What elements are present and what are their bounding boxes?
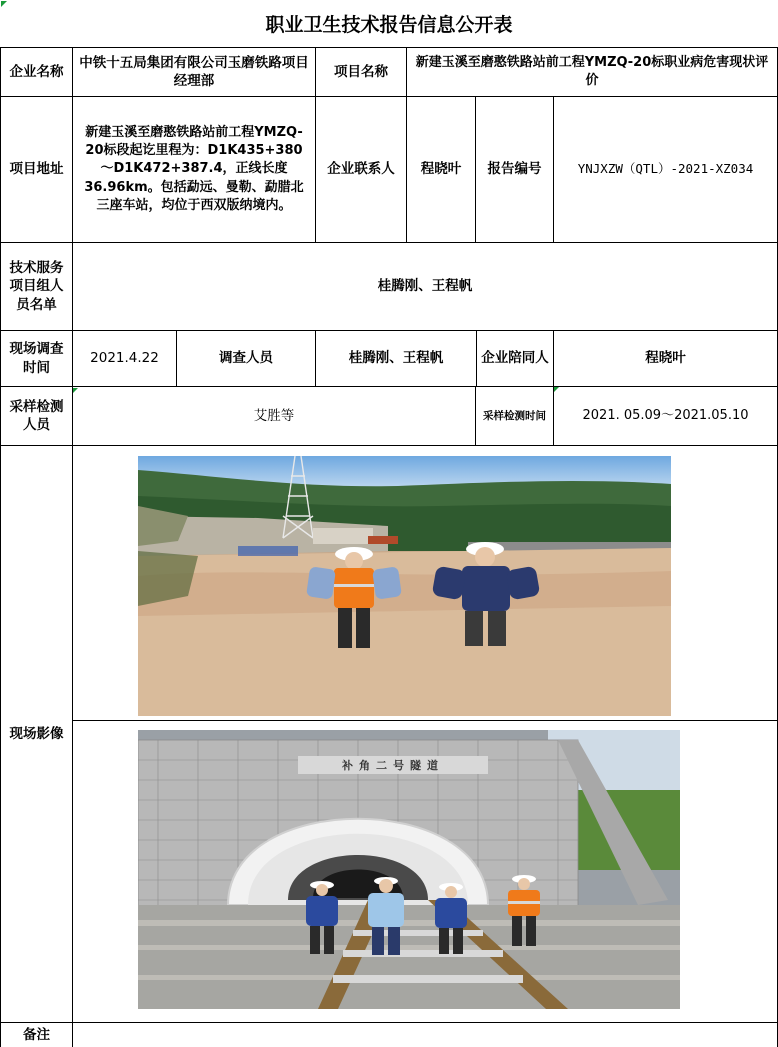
sampler-label: 采样检测人员 [0,387,73,446]
report-number-value: YNJXZW（QTL）-2021-XZ034 [554,97,778,243]
project-name-value: 新建玉溪至磨憨铁路站前工程YMZQ-20标职业病危害现状评价 [407,48,778,97]
company-label: 企业名称 [0,48,73,97]
survey-time-value: 2021.4.22 [73,331,177,387]
page-title: 职业卫生技术报告信息公开表 [0,0,778,48]
report-number-label: 报告编号 [476,97,554,243]
cell-comment-marker [1,1,7,7]
contact-label: 企业联系人 [316,97,407,243]
remarks-label: 备注 [0,1023,73,1047]
team-label: 技术服务项目组人员名单 [0,243,73,331]
tunnel-sign-text: 补角二号隧道 [342,759,444,772]
site-images-label: 现场影像 [0,446,73,1023]
site-photo-tunnel [138,730,680,1009]
address-value: 新建玉溪至磨憨铁路站前工程YMZQ-20标段起讫里程为：D1K435+380～D1K472+387.4，正线长度36.96km。包括勐远、曼勒、勐腊北三座车站，均位于西双版纳境内。 [73,97,316,243]
remarks-value [73,1023,778,1047]
address-label: 项目地址 [0,97,73,243]
surveyor-value: 桂腾刚、王程帆 [316,331,477,387]
survey-time-label: 现场调查时间 [0,331,73,387]
sampling-time-label: 采样检测时间 [476,387,554,446]
escort-label: 企业陪同人 [477,331,554,387]
sampling-time-value: 2021. 05.09～2021.05.10 [554,387,778,446]
team-value: 桂腾刚、王程帆 [73,243,778,331]
company-value: 中铁十五局集团有限公司玉磨铁路项目经理部 [73,48,316,97]
project-name-label: 项目名称 [316,48,407,97]
sampler-value: 艾胜等 [73,387,476,446]
surveyor-label: 调查人员 [177,331,316,387]
cell-comment-marker [73,388,78,393]
contact-value: 程晓叶 [407,97,476,243]
site-photo-construction [138,456,671,716]
escort-value: 程晓叶 [554,331,778,387]
